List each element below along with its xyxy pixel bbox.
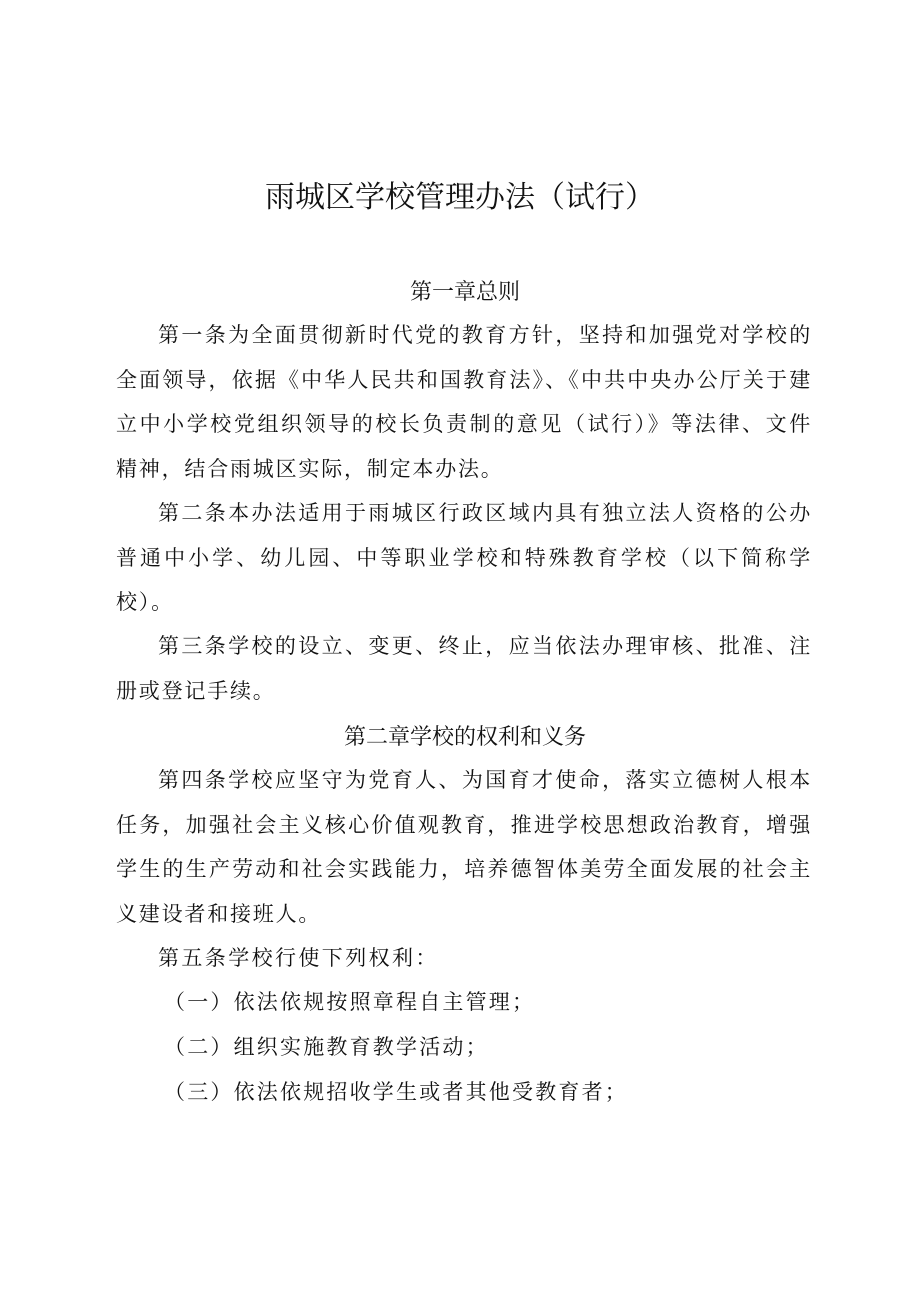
article-2: 第二条本办法适用于雨城区行政区域内具有独立法人资格的公办普通中小学、幼儿园、中等职业学校和特殊教育学校（以下简称学校）。 [116, 501, 812, 615]
article-3: 第三条学校的设立、变更、终止，应当依法办理审核、批准、注册或登记手续。 [116, 634, 812, 703]
article-5-item-3: （三）依法依规招收学生或者其他受教育者； [164, 1080, 628, 1104]
chapter-2-heading: 第二章学校的权利和义务 [343, 725, 586, 750]
chapter-1-heading: 第一章总则 [409, 280, 520, 305]
article-5: 第五条学校行使下列权利： [158, 946, 439, 970]
article-5-item-1: （一）依法依规按照章程自主管理； [164, 990, 536, 1014]
article-4: 第四条学校应坚守为党育人、为国育才使命，落实立德树人根本任务，加强社会主义核心价值观教育，推进学校思想政治教育，增强学生的生产劳动和社会实践能力，培养德智体美劳全面发展的社会主义建设者和接班人。 [116, 768, 812, 926]
document-title: 雨城区学校管理办法（试行） [265, 180, 655, 215]
article-5-item-2: （二）组织实施教育教学活动； [164, 1035, 489, 1059]
article-1: 第一条为全面贯彻新时代党的教育方针，坚持和加强党对学校的全面领导，依据《中华人民共和国教育法》、《中共中央办公厅关于建立中小学校党组织领导的校长负责制的意见（试行）》等法律、文件精神，结合雨城区实际，制定本办法。 [116, 323, 812, 481]
